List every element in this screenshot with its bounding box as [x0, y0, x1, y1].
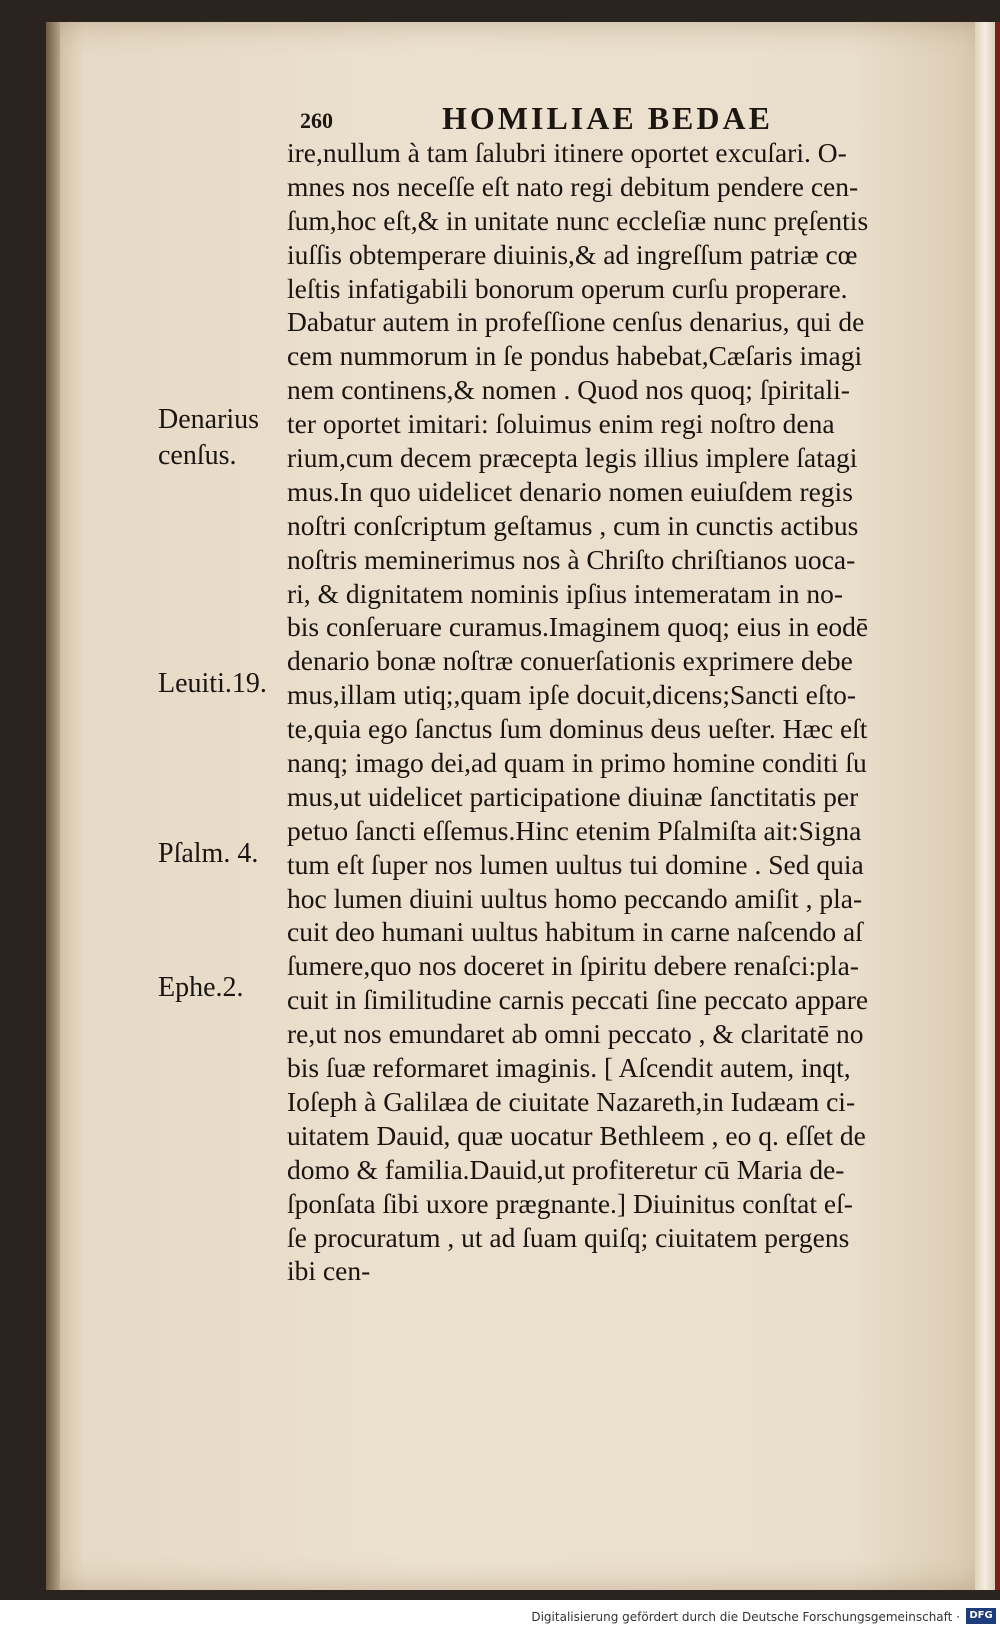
page-header: [300, 100, 860, 140]
text-line: ter oportet imitari: ſoluimus enim regi noſtro dena: [287, 408, 835, 440]
text-line: mus.In quo uidelicet denario nomen euiuſdem regis: [287, 475, 853, 507]
text-line: domo & familia.Dauid,ut profiteretur cū Maria de-: [287, 1153, 845, 1185]
folio-number: 260: [300, 108, 333, 133]
footer-credit: Digitalisierung gefördert durch die Deutsche Forschungsgemeinschaft ·: [531, 1610, 960, 1624]
text-line: mnes nos neceſſe eſt nato regi debitum pendere cen-: [287, 170, 859, 202]
text-line: petuo ſancti eſſemus.Hinc etenim Pſalmiſta ait:Signa: [287, 814, 862, 846]
text-line: cem nummorum in ſe pondus habebat,Cæſaris imagi: [287, 340, 863, 372]
text-line: cuit in ſimilitudine carnis peccati ſine peccato appare: [287, 984, 869, 1016]
text-line: bis ſuæ reformaret imaginis. [ Aſcendit autem, inqt,: [287, 1052, 851, 1084]
text-line: noſtris meminerimus nos à Chriſto chriſtianos uoca-: [287, 543, 856, 575]
margin-note-denarius: Denarius: [158, 404, 260, 435]
body-text: [287, 136, 967, 1288]
text-line: ri, & dignitatem nominis ipſius intemeratam in no-: [287, 577, 844, 609]
text-line: rium,cum decem præcepta legis illius implere ſatagi: [287, 442, 858, 474]
text-line: ſum,hoc eſt,& in unitate nunc eccleſiæ nunc pręſentis: [287, 204, 869, 236]
text-line: ibi cen-: [287, 1255, 371, 1287]
dfg-logo: DFG: [966, 1608, 996, 1624]
text-line: bis conſeruare curamus.Imaginem quoq; eius in eodē: [287, 611, 869, 643]
text-line: noſtri conſcriptum geſtamus , cum in cunctis actibus: [287, 509, 859, 541]
margin-note-census: cenſus.: [158, 440, 237, 471]
text-line: ſe procuratum , ut ad ſuam quiſq; ciuitatem pergens: [287, 1221, 850, 1253]
text-line: leſtis infatigabili bonorum operum curſu properare.: [287, 272, 848, 304]
page-edge: [975, 22, 1000, 1590]
text-line: denario bonæ noſtræ conuerſationis exprimere debe: [287, 645, 853, 677]
text-line: re,ut nos emundaret ab omni peccato , & claritatē no: [287, 1018, 864, 1050]
page-gutter: [46, 22, 60, 1590]
text-line: ire,nullum à tam ſalubri itinere oportet excuſari. O-: [287, 137, 847, 168]
text-line: mus,illam utiq;,quam ipſe docuit,dicens;Sancti eſto-: [287, 679, 857, 711]
text-line: nem continens,& nomen . Quod nos quoq; ſpiritali-: [287, 374, 850, 406]
text-line: tum eſt ſuper nos lumen uultus tui domine . Sed quia: [287, 848, 864, 880]
margin-note-psalm: Pſalm. 4.: [158, 838, 259, 869]
footer-bar: [0, 1600, 1000, 1636]
text-line: ſumere,quo nos doceret in ſpiritu debere renaſci:pla-: [287, 950, 859, 982]
running-title: HOMILIAE BEDAE: [442, 100, 773, 136]
text-line: nanq; imago dei,ad quam in primo homine conditi ſu: [287, 747, 867, 779]
margin-note-ephe: Ephe.2.: [158, 972, 244, 1003]
text-line: ſponſata ſibi uxore prægnante.] Diuinitus conſtat eſ-: [287, 1187, 853, 1219]
text-line: mus,ut uidelicet participatione diuinæ ſanctitatis per: [287, 780, 859, 812]
margin-note-leuiti: Leuiti.19.: [158, 668, 267, 699]
text-line: Dabatur autem in profeſſione cenſus denarius, qui de: [287, 306, 865, 338]
text-line: Ioſeph à Galilæa de ciuitate Nazareth,in Iudæam ci-: [287, 1085, 856, 1117]
text-line: uitatem Dauid, quæ uocatur Bethleem , eo q. eſſet de: [287, 1119, 866, 1151]
text-line: cuit deo humani uultus habitum in carne naſcendo aſ: [287, 916, 863, 948]
text-line: hoc lumen diuini uultus homo peccando amiſit , pla-: [287, 882, 863, 914]
text-line: iuſſis obtemperare diuinis,& ad ingreſſum patriæ cœ: [287, 238, 858, 270]
text-line: te,quia ego ſanctus ſum dominus deus ueſter. Hæc eſt: [287, 713, 868, 745]
